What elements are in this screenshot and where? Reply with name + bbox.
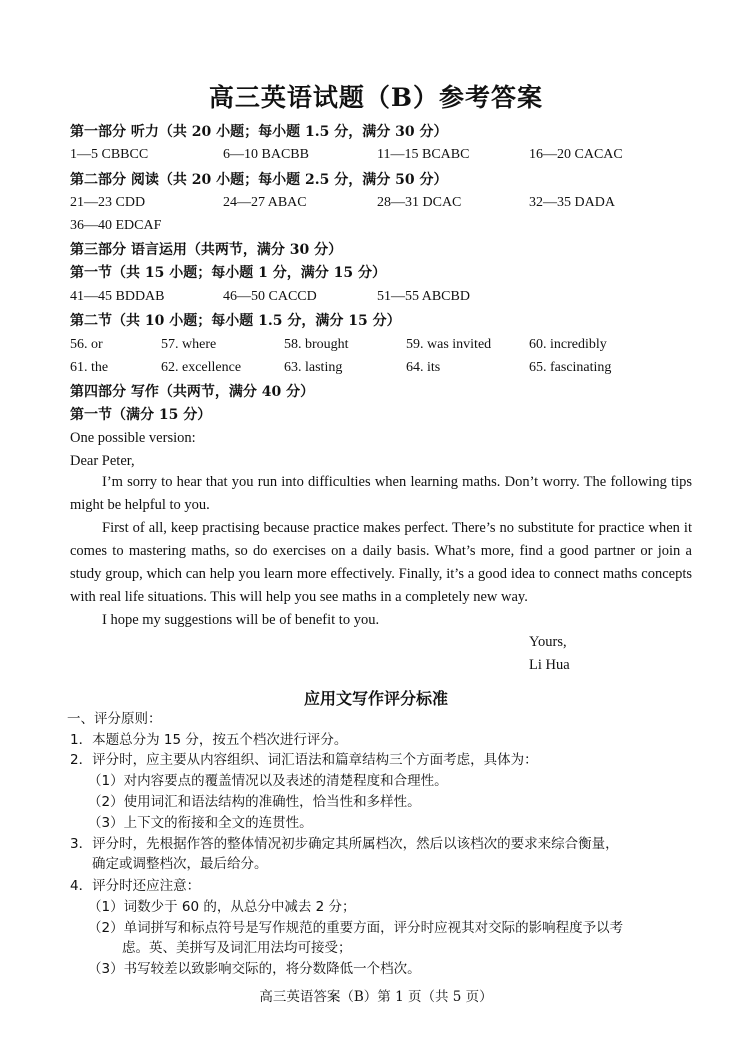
- criteria-subitem: （1）词数少于 60 的，从总分中减去 2 分；: [88, 899, 356, 915]
- criteria-subitem: （3）书写较差以致影响交际的，将分数降低一个档次。: [88, 961, 421, 977]
- criteria-principles-heading: 一、评分原则：: [67, 711, 162, 727]
- part3-section1-heading: 第一节（共 15 小题；每小题 1 分，满分 15 分）: [70, 265, 386, 281]
- answer-item: 65. fascinating: [529, 360, 612, 375]
- criteria-subitem: （3）上下文的衔接和全文的连贯性。: [88, 815, 313, 831]
- answer-group: 24—27 ABAC: [223, 195, 307, 210]
- criteria-item-continued: 确定或调整档次，最后给分。: [92, 856, 268, 872]
- answer-group: 1—5 CBBCC: [70, 147, 149, 162]
- part3-heading: 第三部分 语言运用（共两节，满分 30 分）: [70, 242, 343, 258]
- criteria-title: 应用文写作评分标准: [303, 689, 448, 708]
- answer-group: 6—10 BACBB: [223, 147, 309, 162]
- criteria-subitem: （2）使用词汇和语法结构的准确性，恰当性和多样性。: [88, 794, 421, 810]
- answer-item: 62. excellence: [161, 360, 242, 375]
- version-label: One possible version:: [70, 430, 196, 446]
- answer-group: 51—55 ABCBD: [377, 289, 470, 304]
- criteria-subitem-continued: 虑。英、美拼写及词汇用法均可接受；: [122, 940, 352, 956]
- letter-paragraph: I hope my suggestions will be of benefit to you.: [102, 612, 380, 628]
- answer-group: 41—45 BDDAB: [70, 289, 165, 304]
- criteria-item: 1．本题总分为 15 分，按五个档次进行评分。: [70, 732, 348, 748]
- answer-item: 57. where: [161, 337, 217, 352]
- answer-group: 11—15 BCABC: [377, 147, 470, 162]
- answer-group: 16—20 CACAC: [529, 147, 623, 162]
- letter-greeting: Dear Peter,: [70, 453, 135, 469]
- page-footer: 高三英语答案（B）第 1 页（共 5 页）: [259, 989, 493, 1005]
- part4-heading: 第四部分 写作（共两节，满分 40 分）: [70, 384, 315, 400]
- criteria-subitem: （2）单词拼写和标点符号是写作规范的重要方面，评分时应视其对交际的影响程度予以考: [88, 920, 624, 936]
- answer-group: 36—40 EDCAF: [70, 218, 162, 233]
- answer-item: 64. its: [406, 360, 441, 375]
- answer-group: 28—31 DCAC: [377, 195, 462, 210]
- criteria-item: 3．评分时，先根据作答的整体情况初步确定其所属档次，然后以该档次的要求来综合衡量，: [70, 836, 619, 852]
- answer-item: 56. or: [70, 337, 103, 352]
- answer-item: 63. lasting: [284, 360, 343, 375]
- answer-item: 59. was invited: [406, 337, 492, 352]
- letter-paragraph: I’m sorry to hear that you run into difficulties when learning maths. Don’t worry. The following tips might be helpful to you.: [70, 474, 692, 513]
- part2-heading: 第二部分 阅读（共 20 小题；每小题 2.5 分，满分 50 分）: [70, 172, 448, 188]
- letter-signature: Li Hua: [529, 657, 570, 673]
- letter-closing: Yours,: [529, 634, 567, 650]
- part3-section2-heading: 第二节（共 10 小题；每小题 1.5 分，满分 15 分）: [70, 313, 401, 329]
- letter-paragraph: First of all, keep practising because practice makes perfect. There’s no substitute for practice when it comes to mastering maths, so do exercises on a daily basis. What’s more, find a good partner or join a study group, which can help you learn more effectively. Finally, it’s a good idea to connect maths concepts with real life situations. This will help you see maths in a completely new way.: [70, 520, 692, 605]
- part1-heading: 第一部分 听力（共 20 小题；每小题 1.5 分，满分 30 分）: [70, 124, 448, 140]
- answer-group: 46—50 CACCD: [223, 289, 317, 304]
- answer-group: 21—23 CDD: [70, 195, 146, 210]
- part4-section1-heading: 第一节（满分 15 分）: [70, 407, 212, 423]
- answer-item: 58. brought: [284, 337, 349, 352]
- answer-group: 32—35 DADA: [529, 195, 615, 210]
- criteria-item: 2．评分时，应主要从内容组织、词汇语法和篇章结构三个方面考虑，具体为：: [70, 752, 538, 768]
- answer-item: 60. incredibly: [529, 337, 607, 352]
- criteria-item: 4．评分时还应注意：: [70, 878, 201, 894]
- criteria-subitem: （1）对内容要点的覆盖情况以及表述的清楚程度和合理性。: [88, 773, 448, 789]
- answer-item: 61. the: [70, 360, 109, 375]
- document-title: 高三英语试题（B）参考答案: [208, 83, 544, 112]
